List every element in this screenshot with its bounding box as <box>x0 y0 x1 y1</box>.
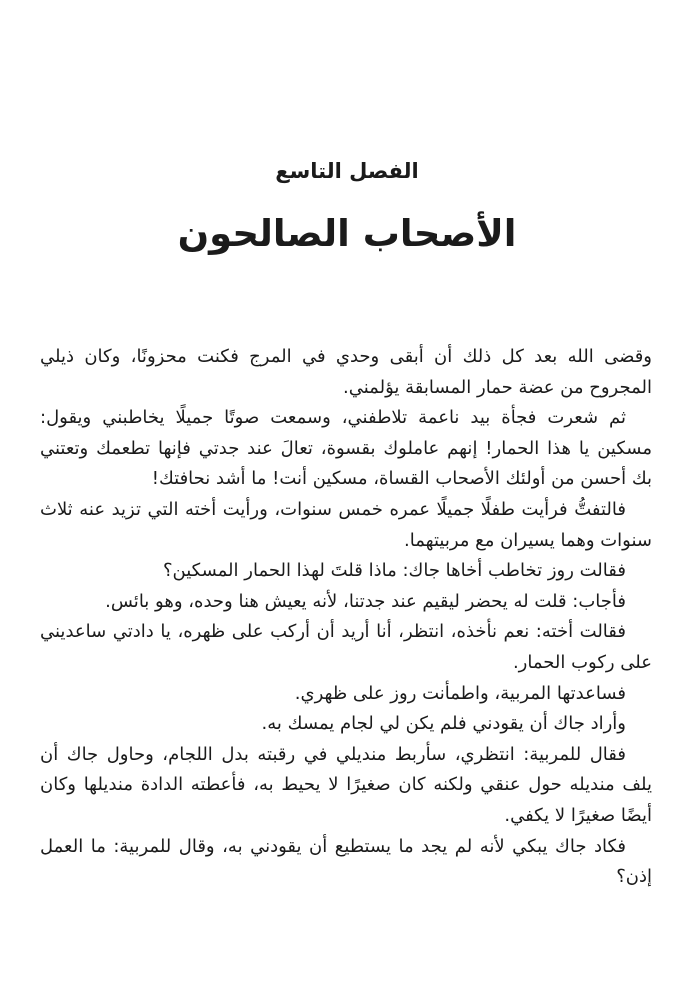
paragraph: فقال للمربية: انتظري، سأربط منديلي في رقبته بدل اللجام، وحاول جاك أن يلف منديله حول عنقي ولكنه كان صغيرًا لا يحيط به، فأعطته الدادة منديلها وكان أيضًا صغيرًا لا يكفي. <box>40 743 652 826</box>
paragraph: فقالت أخته: نعم نأخذه، انتظر، أنا أريد أن أركب على ظهره، يا دادتي ساعديني على ركوب الحمار. <box>40 621 652 673</box>
paragraph: فساعدتها المربية، واطمأنت روز على ظهري. <box>294 682 626 704</box>
chapter-heading: الفصل التاسع <box>275 159 419 183</box>
body-text <box>40 260 652 893</box>
paragraph: فأجاب: قلت له يحضر ليقيم عند جدتنا، لأنه يعيش هنا وحده، وهو بائس. <box>105 590 626 612</box>
chapter-title: الأصحاب الصالحون <box>177 212 517 255</box>
paragraph: وقضى الله بعد كل ذلك أن أبقى وحدي في المرج فكنت محزونًا، وكان ذيلي المجروح من عضة حمار المسابقة يؤلمني. <box>40 346 652 398</box>
paragraph: فالتفتُّ فرأيت طفلًا جميلًا عمره خمس سنوات، ورأيت أخته التي تزيد عنه ثلاث سنوات وهما يسيران مع مربيتهما. <box>40 498 652 551</box>
paragraph: ثم شعرت فجأة بيد ناعمة تلاطفني، وسمعت صوتًا جميلًا يخاطبني ويقول: مسكين يا هذا الحمار! إنهم عاملوك بقسوة، تعالَ عند جدتي فإنها تطعمك وتعتني بك أحسن من أولئك الأصحاب القساة، مسكين أنت! ما أشد نحافتك! <box>40 407 652 490</box>
paragraph: فكاد جاك يبكي لأنه لم يجد ما يستطيع أن يقودني به، وقال للمربية: ما العمل إذن؟ <box>40 835 652 888</box>
paragraph: وأراد جاك أن يقودني فلم يكن لي لجام يمسك به. <box>261 713 626 735</box>
paragraph: فقالت روز تخاطب أخاها جاك: ماذا قلتَ لهذا الحمار المسكين؟ <box>162 560 626 582</box>
